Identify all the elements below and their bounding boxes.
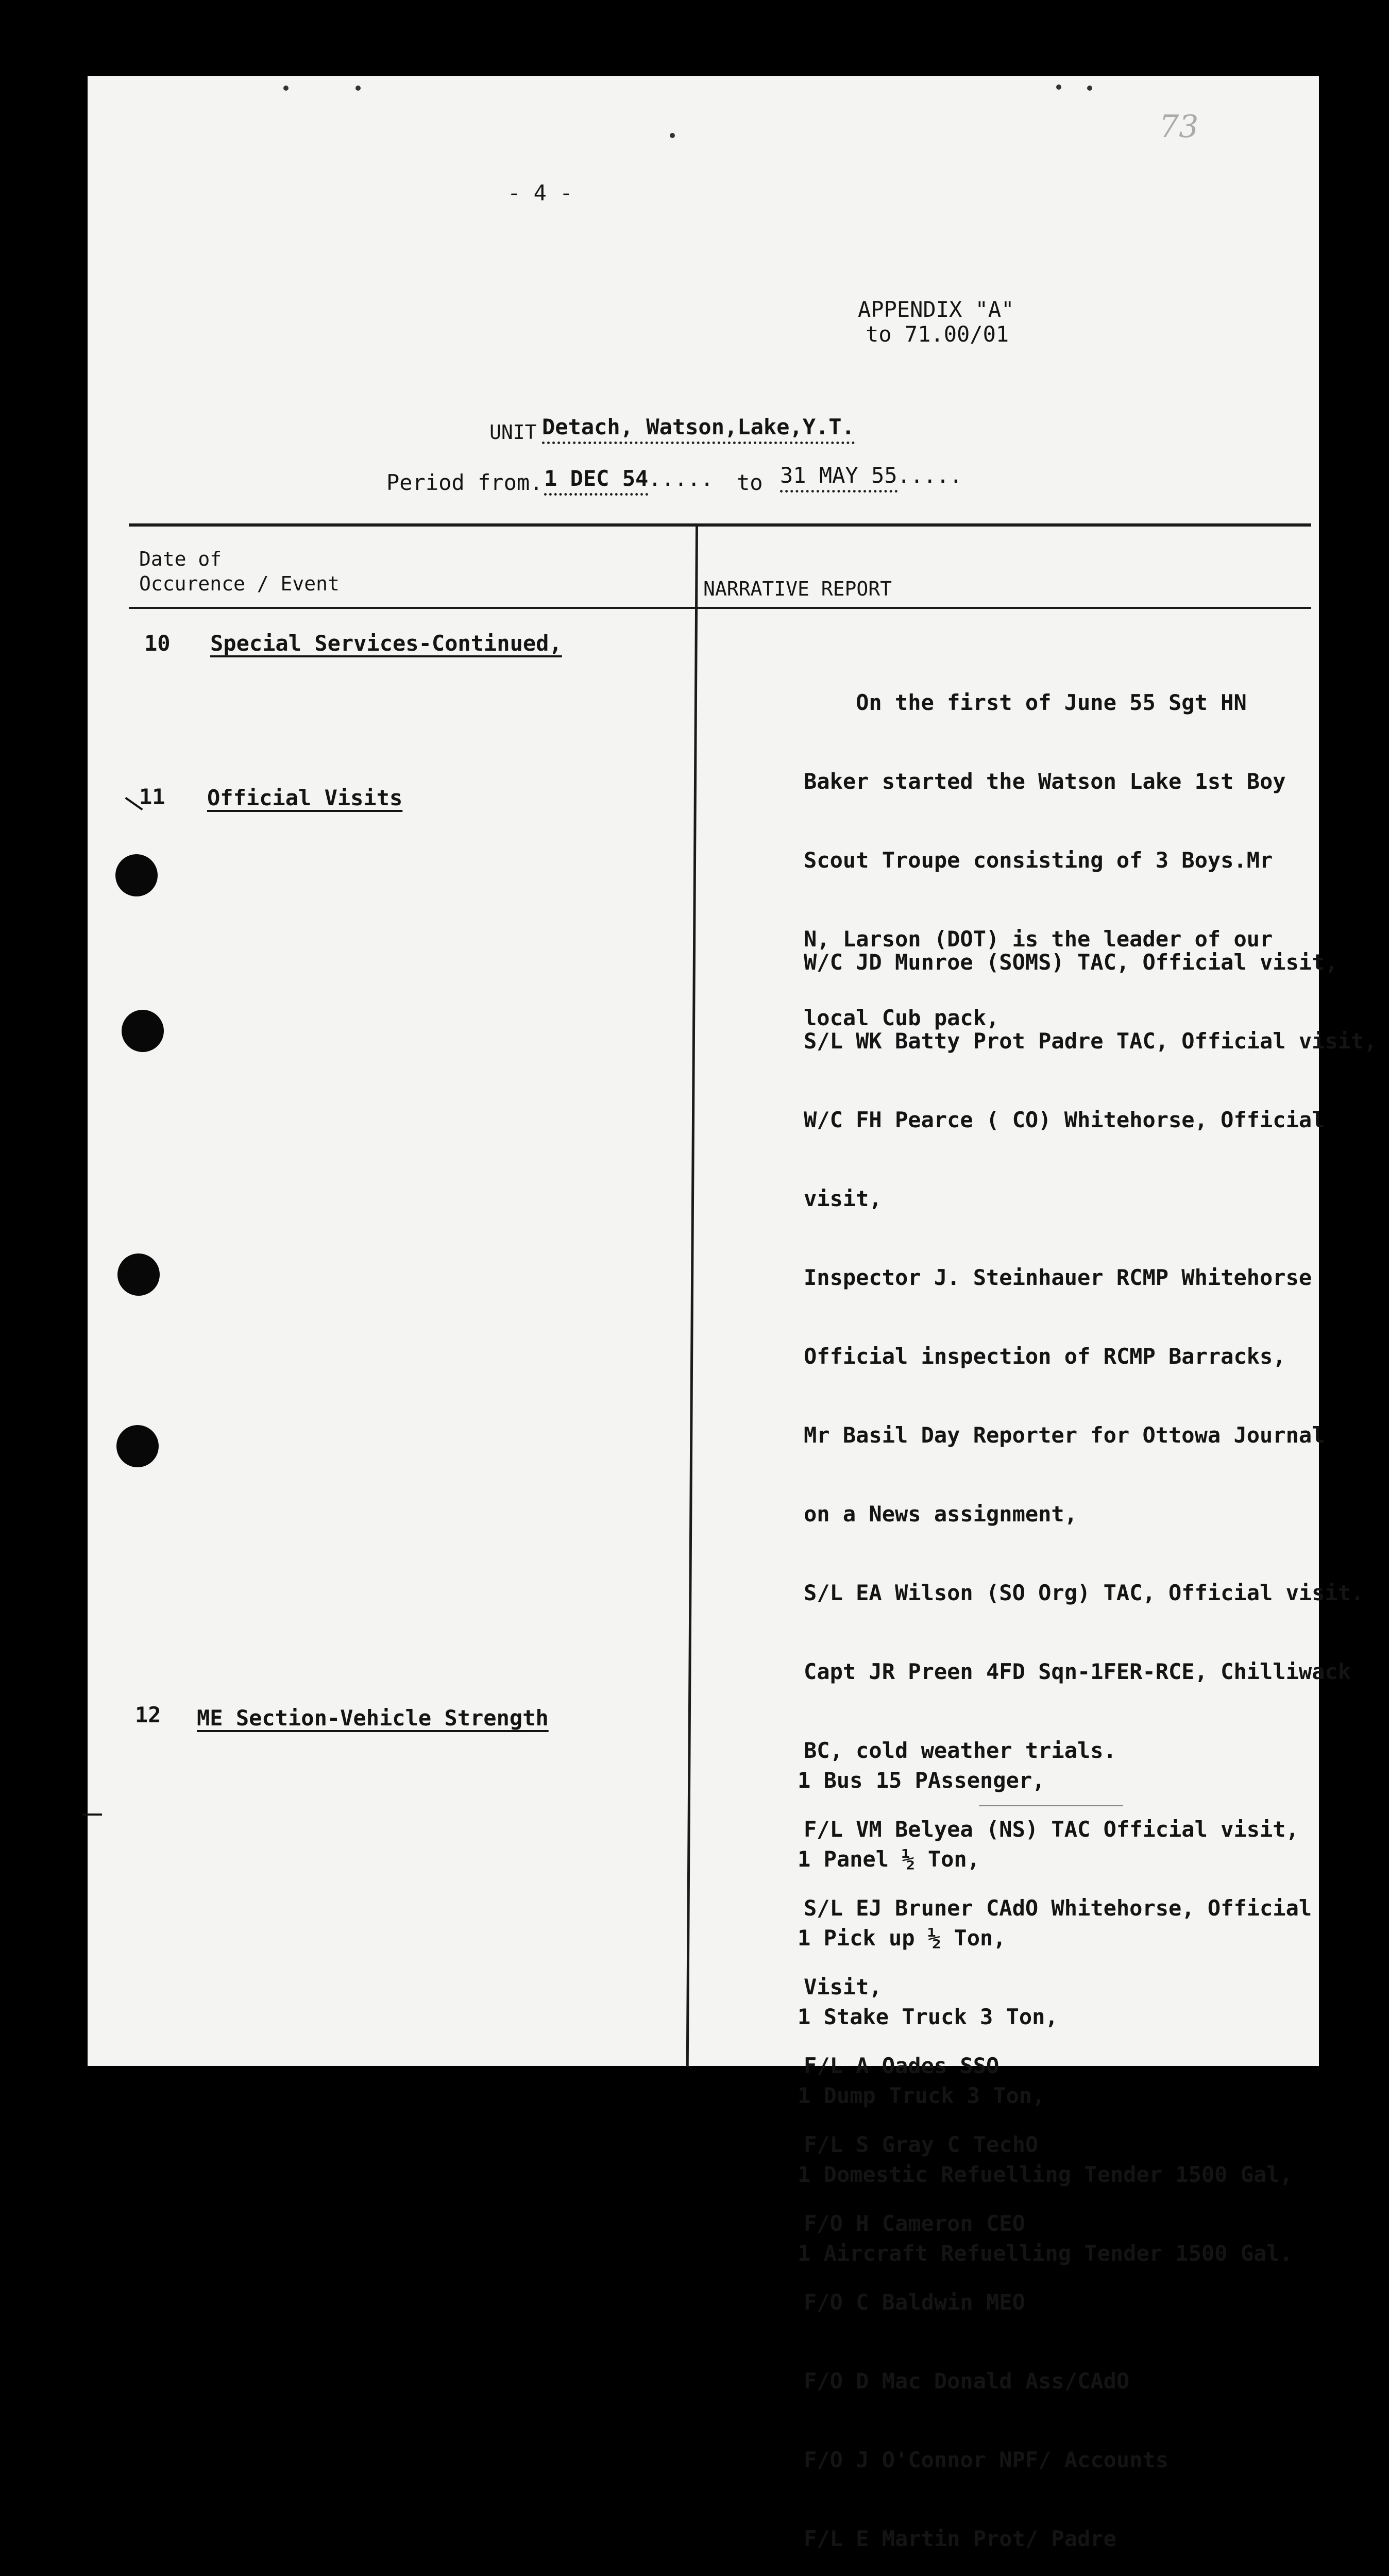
entry-11-number: 11 <box>139 784 165 809</box>
narrative-line: Baker started the Watson Lake 1st Boy <box>804 769 1286 794</box>
page-mark-handwritten: 73 <box>1159 109 1199 145</box>
narrative-line: 1 Bus 15 PAssenger, <box>798 1768 1045 1793</box>
binder-hole <box>115 854 158 896</box>
entry-10-number: 10 <box>144 631 171 656</box>
unit-value: Detach, Watson,Lake,Y.T. <box>542 416 855 438</box>
period-from: 1 DEC 54..... <box>544 468 714 489</box>
ink-speck <box>1087 86 1092 91</box>
narrative-line: 1 Aircraft Refuelling Tender 1500 Gal. <box>798 2241 1293 2266</box>
narrative-line: BC, cold weather trials. <box>804 1738 1116 1763</box>
narrative-line: F/O H Cameron CEO <box>804 2211 1025 2236</box>
header-date-line2: Occurence / Event <box>139 572 340 595</box>
page-number: - 4 - <box>507 180 573 206</box>
entry-11-title: Official Visits <box>207 785 403 810</box>
period-label: Period from. <box>386 470 543 495</box>
narrative-line: Capt JR Preen 4FD Sqn-1FER-RCE, Chilliwack <box>804 1659 1351 1684</box>
binder-hole <box>116 1425 159 1467</box>
narrative-line: 1 Dump Truck 3 Ton, <box>798 2083 1045 2108</box>
narrative-line: on a News assignment, <box>804 1501 1078 1527</box>
narrative-line: F/O J O'Connor NPF/ Accounts <box>804 2447 1169 2472</box>
narrative-line: visit, <box>804 1186 882 1211</box>
stray-pen-line <box>979 1805 1123 1806</box>
narrative-line: F/O D Mac Donald Ass/CAdO <box>804 2368 1130 2394</box>
appendix-title: APPENDIX "A" <box>858 297 1014 322</box>
narrative-line: S/L WK Batty Prot Padre TAC, Official visit, <box>804 1028 1377 1054</box>
narrative-line: Official inspection of RCMP Barracks, <box>804 1344 1286 1369</box>
narrative-line: local Cub pack, <box>804 1005 1000 1030</box>
narrative-line: S/L EJ Bruner CAdO Whitehorse, Official <box>804 1895 1312 1921</box>
narrative-line: Scout Troupe consisting of 3 Boys.Mr <box>804 848 1273 873</box>
narrative-line: Visit, <box>804 1974 882 1999</box>
ink-speck <box>355 86 361 91</box>
period-to: 31 MAY 55..... <box>780 465 962 486</box>
header-narrative: NARRATIVE REPORT <box>703 578 892 600</box>
header-date-line1: Date of <box>139 548 222 570</box>
unit-label: UNIT <box>489 421 537 444</box>
narrative-line: W/C JD Munroe (SOMS) TAC, Official visit, <box>804 950 1338 975</box>
ink-speck <box>670 133 675 138</box>
table-header-rule <box>129 607 1311 609</box>
document-page <box>88 76 1377 2551</box>
entry-12-number: 12 <box>135 1702 161 1727</box>
narrative-line: Mr Basil Day Reporter for Ottowa Journal <box>804 1422 1325 1448</box>
appendix-reference: to 71.00/01 <box>866 321 1009 347</box>
narrative-line: 1 Domestic Refuelling Tender 1500 Gal, <box>798 2162 1293 2187</box>
narrative-line: On the first of June 55 Sgt HN <box>804 690 1247 715</box>
narrative-line: 1 Pick up ½ Ton, <box>798 1925 1006 1951</box>
narrative-line: 1 Stake Truck 3 Ton, <box>798 2004 1058 2029</box>
narrative-line: S/L EA Wilson (SO Org) TAC, Official visit. <box>804 1580 1364 1605</box>
narrative-line: W/C FH Pearce ( CO) Whitehorse, Official <box>804 1107 1325 1132</box>
narrative-line: F/L A Oades SSO <box>804 2053 1000 2078</box>
narrative-line: F/L VM Belyea (NS) TAC Official visit, <box>804 1817 1299 1842</box>
period-to-label: to <box>737 470 763 495</box>
narrative-line: N, Larson (DOT) is the leader of our <box>804 926 1273 952</box>
ink-speck <box>283 86 289 91</box>
ink-speck <box>1056 84 1061 90</box>
narrative-line: F/L S Gray C TechO <box>804 2132 1039 2157</box>
narrative-line: Inspector J. Steinhauer RCMP Whitehorse <box>804 1265 1312 1290</box>
narrative-line: F/O C Baldwin MEO <box>804 2290 1025 2315</box>
narrative-line: 1 Panel ½ Ton, <box>798 1846 980 1872</box>
entry-10-title: Special Services-Continued, <box>210 631 562 656</box>
binder-hole <box>122 1010 164 1052</box>
binder-hole <box>117 1253 160 1296</box>
narrative-line: F/L E Martin Prot/ Padre <box>804 2526 1116 2551</box>
margin-mark <box>82 1814 102 1816</box>
column-divider <box>686 527 698 2067</box>
table-top-rule <box>129 523 1311 527</box>
entry-12-title: ME Section-Vehicle Strength <box>197 1705 549 1731</box>
